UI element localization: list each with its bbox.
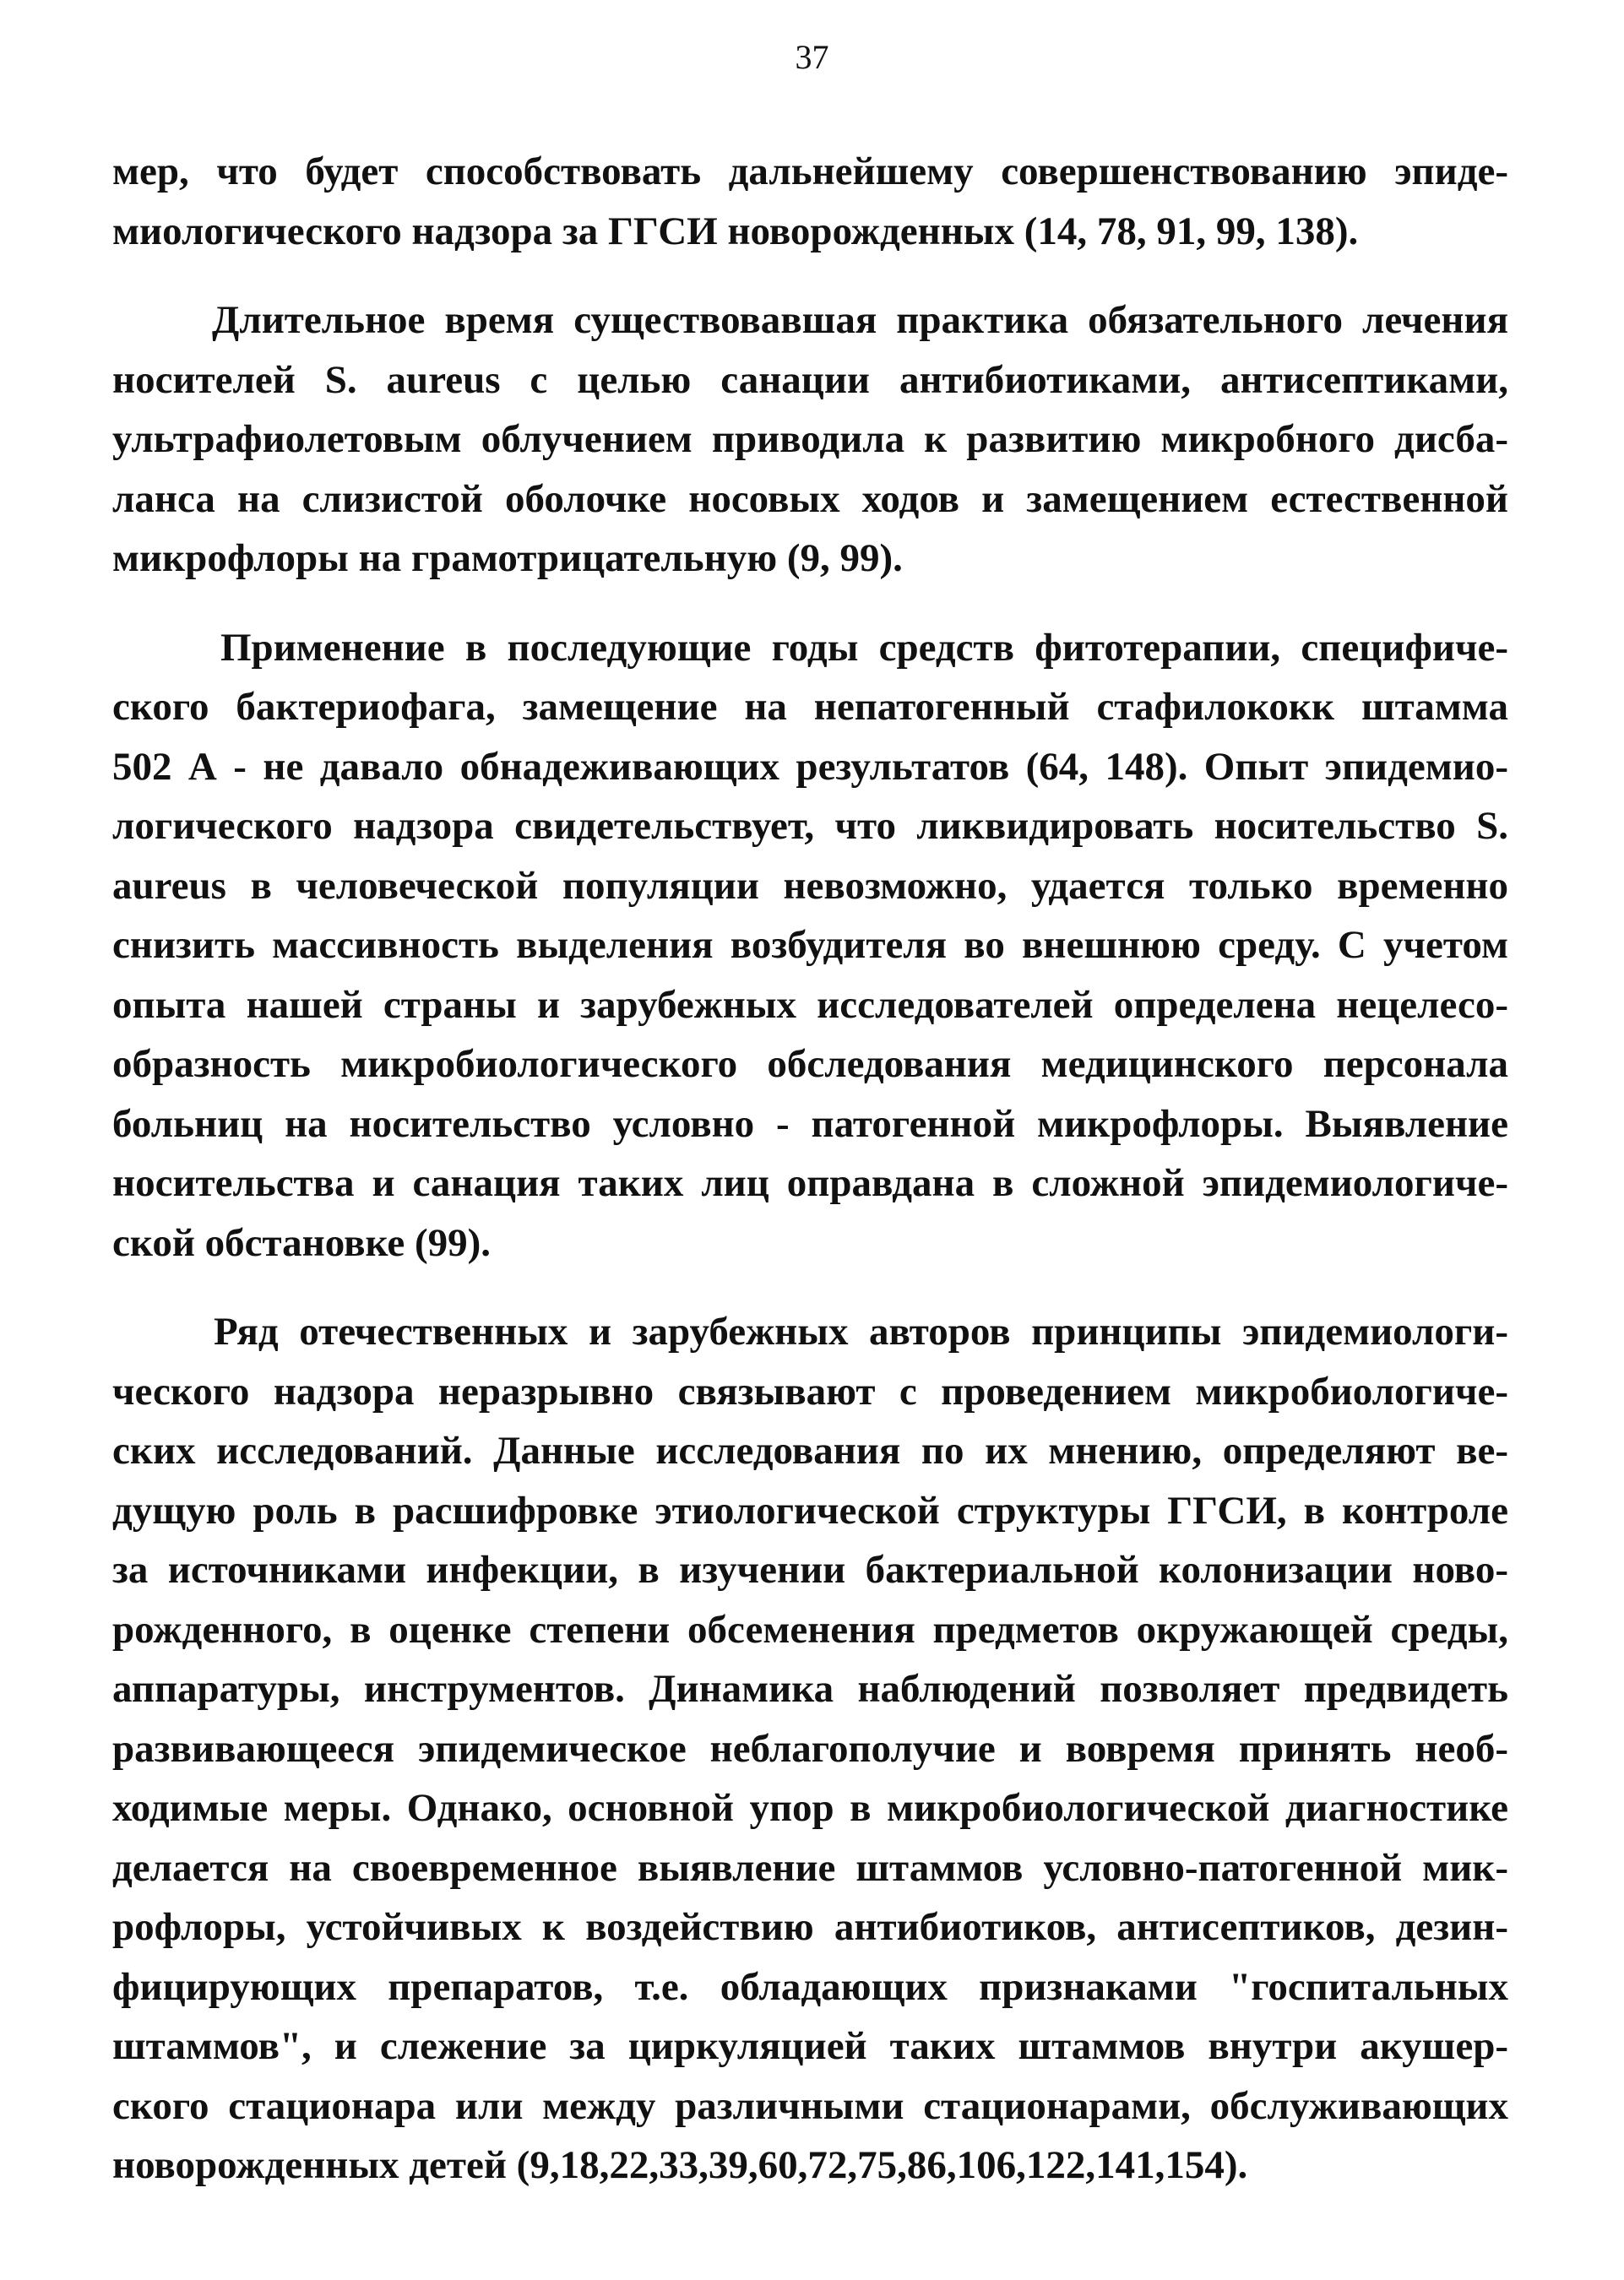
text-line: ской обстановке (99). xyxy=(112,1220,492,1265)
text-line: новорожденных детей (9,18,22,33,39,60,72,75,86,106,122,141,154). xyxy=(112,2143,1248,2187)
text-line: ского бактериофага, замещение на непатогенный стафилококк штамма xyxy=(112,685,1508,729)
text-line: мер, что будет способствовать дальнейшему совершенствованию эпиде- xyxy=(112,149,1508,193)
text-line: миологического надзора за ГГСИ новорожденных (14, 78, 91, 99, 138). xyxy=(112,209,1359,253)
text-line: снизить массивность выделения возбудителя во внешнюю среду. С учетом xyxy=(112,923,1508,967)
text-line: делается на своевременное выявление штаммов условно-патогенной мик- xyxy=(112,1845,1508,1890)
text-line: Длительное время существовавшая практика обязательного лечения xyxy=(212,298,1508,342)
text-line: ультрафиолетовым облучением приводила к развитию микробного дисба- xyxy=(112,417,1508,461)
page-number: 37 xyxy=(795,38,829,76)
text-line: носителей S. aureus с целью санации антибиотиками, антисептиками, xyxy=(112,357,1508,402)
text-line: ходимые меры. Однако, основной упор в микробиологической диагностике xyxy=(112,1786,1508,1830)
text-line: ского стационара или между различными стационарами, обслуживающих xyxy=(112,2083,1508,2128)
text-line: рофлоры, устойчивых к воздействию антибиотиков, антисептиков, дезин- xyxy=(112,1905,1508,1949)
text-line: Применение в последующие годы средств фитотерапии, специфиче- xyxy=(220,625,1508,670)
text-line: ческого надзора неразрывно связывают с проведением микробиологиче- xyxy=(112,1369,1508,1414)
text-line: развивающееся эпидемическое неблагополучие и вовремя принять необ- xyxy=(112,1726,1508,1771)
text-line: Ряд отечественных и зарубежных авторов принципы эпидемиологи- xyxy=(214,1310,1508,1354)
paragraph-4 xyxy=(112,1302,1508,2196)
text-line: образность микробиологического обследования медицинского персонала xyxy=(112,1042,1508,1086)
text-line: микрофлоры на грамотрицательную (9, 99). xyxy=(112,536,903,580)
text-line: больниц на носительство условно - патогенной микрофлоры. Выявление xyxy=(112,1101,1508,1146)
text-line: за источниками инфекции, в изучении бактериальной колонизации ново- xyxy=(112,1548,1508,1592)
body-text xyxy=(112,142,1508,2196)
text-line: штаммов", и слежение за циркуляцией таких штаммов внутри акушер- xyxy=(112,2024,1508,2068)
paragraph-3 xyxy=(112,618,1508,1273)
text-line: ланса на слизистой оболочке носовых ходов и замещением естественной xyxy=(112,476,1508,521)
text-line: рожденного, в оценке степени обсеменения предметов окружающей среды, xyxy=(112,1607,1508,1652)
paragraph-1 xyxy=(112,142,1508,261)
text-line: дущую роль в расшифровке этиологической структуры ГГСИ, в контроле xyxy=(112,1488,1508,1533)
text-line: 502 А - не давало обнадеживающих результатов (64, 148). Опыт эпидемио- xyxy=(112,744,1508,789)
text-line: носительства и санация таких лиц оправдана в сложной эпидемиологиче- xyxy=(112,1161,1508,1205)
paragraph-2 xyxy=(112,290,1508,589)
text-line: фицирующих препаратов, т.е. обладающих признаками "госпитальных xyxy=(112,1964,1508,2009)
text-line: аппаратуры, инструментов. Динамика наблюдений позволяет предвидеть xyxy=(112,1667,1508,1711)
text-line: ских исследований. Данные исследования по их мнению, определяют ве- xyxy=(112,1429,1508,1473)
text-line: aureus в человеческой популяции невозможно, удается только временно xyxy=(112,863,1508,908)
text-line: опыта нашей страны и зарубежных исследователей определена нецелесо- xyxy=(112,982,1508,1027)
text-line: логического надзора свидетельствует, что ликвидировать носительство S. xyxy=(112,804,1508,848)
